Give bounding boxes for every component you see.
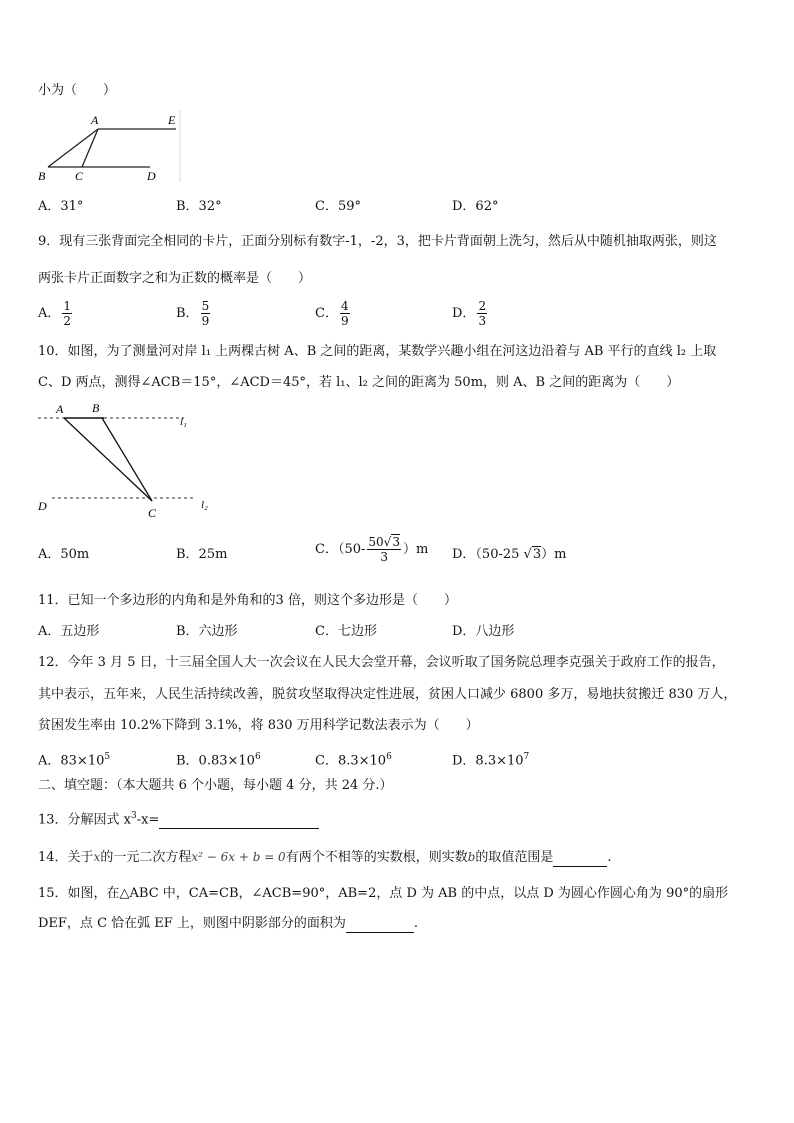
sqrt-icon: √	[383, 535, 392, 549]
q15-answer-blank[interactable]	[346, 916, 414, 933]
q8-label-e: E	[168, 113, 176, 127]
q10-label-l2: l₂	[201, 499, 208, 511]
q9-option-a-letter: A．	[38, 306, 61, 321]
q9-a-den: 2	[63, 314, 72, 328]
q10-option-c-fraction	[367, 535, 401, 564]
q9-option-c-fraction	[340, 299, 350, 328]
q8-label-a: A	[91, 113, 99, 127]
q14-answer-blank[interactable]	[553, 850, 607, 867]
q9-b-num: 5	[201, 299, 210, 313]
q8-question-tail: 小为（ ）	[38, 83, 117, 98]
q9-option-c[interactable]	[315, 299, 352, 328]
q8-option-b[interactable]: B．32°	[176, 199, 222, 214]
q13-pre: 13．分解因式 x	[38, 812, 132, 828]
q8-option-d[interactable]: D．62°	[452, 199, 499, 214]
q10-question-line1: 10．如图，为了测量河对岸 l₁ 上两棵古树 A、B 之间的距离，某数学兴趣小组在河这边沿着与 AB 平行的直线 l₂ 上取	[38, 344, 717, 359]
q9-option-a-fraction	[62, 299, 72, 328]
q9-option-d[interactable]	[452, 299, 489, 328]
q12-d-exp: 7	[523, 752, 530, 762]
q10-option-a[interactable]: A．50m	[38, 547, 90, 562]
q13-post: -x=	[136, 812, 160, 828]
q8-option-a[interactable]: A．31°	[38, 199, 84, 214]
q12-option-b[interactable]	[176, 749, 261, 769]
q11-question: 11．已知一个多边形的内角和是外角和的3 倍，则这个多边形是（ ）	[38, 593, 457, 608]
q10-c-num-rad: 3	[392, 535, 400, 549]
q10-d-rad: 3	[532, 547, 542, 562]
q9-c-den: 9	[340, 314, 349, 328]
q9-d-num: 2	[478, 299, 487, 313]
q13-sup: 3	[131, 811, 137, 821]
q9-d-den: 3	[478, 314, 487, 328]
q8-label-b: B	[38, 169, 46, 183]
q13-question	[38, 808, 319, 829]
q8-label-c: C	[75, 169, 84, 183]
q12-a-exp: 5	[104, 752, 111, 762]
q8-option-c[interactable]: C．59°	[315, 199, 361, 214]
q9-option-a[interactable]	[38, 299, 74, 328]
q10-label-d: D	[38, 499, 47, 513]
q11-option-a[interactable]: A．五边形	[38, 624, 100, 639]
q10-figure	[34, 398, 224, 523]
q14-var-b: b	[467, 850, 476, 864]
q12-a-base: A．83×10	[38, 753, 105, 769]
q14-post: 的取值范围是	[475, 850, 554, 865]
q9-question-line2: 两张卡片正面数字之和为正数的概率是（ ）	[38, 271, 312, 286]
sqrt-icon: √	[523, 547, 532, 562]
q10-label-l1: l₁	[180, 416, 187, 428]
q9-option-c-letter: C．	[315, 306, 338, 321]
q10-label-c: C	[148, 506, 157, 520]
q14-mid1: 的一元二次方程	[100, 850, 192, 865]
q9-option-d-fraction	[477, 299, 487, 328]
q9-option-b-fraction	[201, 299, 211, 328]
q15-line2-end: .	[413, 916, 419, 931]
q15-question-line1: 15．如图，在△ABC 中，CA=CB，∠ACB=90°，AB=2，点 D 为 AB 的中点，以点 D 为圆心作圆心角为 90°的扇形	[38, 886, 729, 901]
q14-var-x: x	[93, 850, 101, 864]
q12-c-base: C．8.3×10	[315, 753, 387, 769]
q9-question-line1: 9．现有三张背面完全相同的卡片，正面分别标有数字-1，-2，3，把卡片背面朝上洗匀，然后从中随机抽取两张，则这	[38, 234, 717, 249]
q10-label-b: B	[92, 401, 100, 415]
q14-equation: x² − 6x + b = 0	[191, 850, 286, 864]
q13-answer-blank[interactable]	[159, 812, 319, 829]
q10-option-c-pre: C．（50-	[315, 542, 366, 557]
q10-option-c-post: ）m	[402, 542, 429, 557]
q10-c-den: 3	[380, 550, 388, 564]
q8-figure	[34, 110, 184, 185]
q12-question-line1: 12．今年 3 月 5 日，十三届全国人大一次会议在人民大会堂开幕，会议听取了国务院总理李克强关于政府工作的报告，	[38, 655, 725, 670]
q12-option-a[interactable]	[38, 749, 110, 769]
q9-option-d-letter: D．	[452, 306, 476, 321]
q10-option-d-pre: D．（50-25	[452, 547, 520, 562]
q9-c-num: 4	[340, 299, 349, 313]
q10-option-b[interactable]: B．25m	[176, 547, 228, 562]
q10-option-c[interactable]	[315, 535, 428, 564]
q11-option-c[interactable]: C．七边形	[315, 624, 377, 639]
section2-title: 二、填空题：（本大题共 6 个小题，每小题 4 分，共 24 分.）	[38, 778, 393, 793]
q12-b-exp: 6	[254, 752, 261, 762]
q14-question	[38, 849, 612, 867]
q10-question-line2: C、D 两点，测得∠ACB＝15°，∠ACD＝45°，若 l₁、l₂ 之间的距离为 50m，则 A、B 之间的距离为（ ）	[38, 375, 680, 390]
q12-option-d[interactable]	[452, 749, 529, 769]
q10-option-d-post: ）m	[541, 547, 567, 562]
q12-question-line2: 其中表示，五年来，人民生活持续改善，脱贫攻坚取得决定性进展，贫困人口减少 6800 多万，易地扶贫搬迁 830 万人，	[38, 687, 737, 702]
q12-c-exp: 6	[386, 752, 392, 762]
q10-option-d[interactable]	[452, 547, 566, 563]
q11-option-d[interactable]: D．八边形	[452, 624, 515, 639]
q9-option-b-letter: B．	[176, 306, 199, 321]
q15-question-line2	[38, 916, 418, 933]
q14-mid2: 有两个不相等的实数根，则实数	[285, 850, 468, 865]
q12-option-c[interactable]	[315, 749, 392, 769]
q9-a-num: 1	[63, 299, 72, 313]
q10-c-num-coef: 50	[368, 535, 384, 549]
q12-b-base: B．0.83×10	[176, 753, 255, 769]
q9-option-b[interactable]	[176, 299, 212, 328]
q9-b-den: 9	[201, 314, 210, 328]
q12-question-line3: 贫困发生率由 10.2%下降到 3.1%，将 830 万用科学记数法表示为（ ）	[38, 718, 479, 733]
q14-pre: 14．关于	[38, 850, 94, 865]
q15-line2-pre: DEF，点 C 恰在弧 EF 上，则图中阴影部分的面积为	[38, 916, 346, 931]
q14-end: .	[607, 850, 612, 865]
q10-label-a: A	[56, 402, 64, 416]
q8-label-d: D	[147, 169, 156, 183]
q11-option-b[interactable]: B．六边形	[176, 624, 238, 639]
q12-d-base: D．8.3×10	[452, 753, 524, 769]
